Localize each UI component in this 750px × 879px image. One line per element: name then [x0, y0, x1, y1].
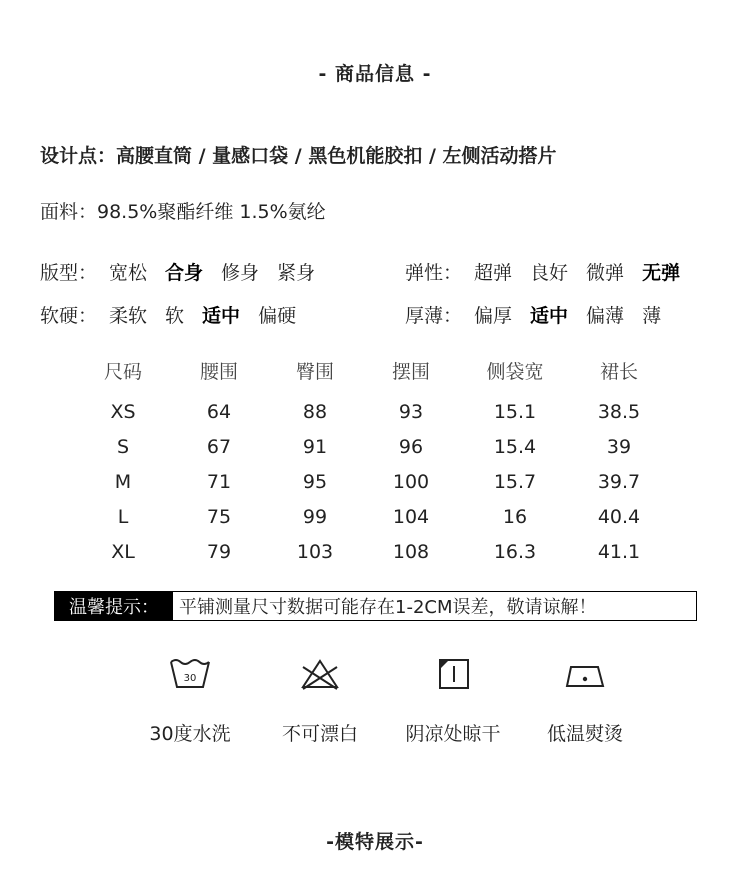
size-table-cell: 40.4 — [597, 505, 641, 528]
size-table-cell: 39 — [606, 435, 632, 458]
size-table-row — [75, 534, 667, 569]
care-shade-dry — [378, 655, 528, 746]
elasticity-label: 弹性： — [405, 262, 463, 284]
size-table-cell: 67 — [206, 435, 232, 458]
shade-dry-icon — [431, 655, 475, 693]
section-title-product-info: - 商品信息 - — [318, 63, 432, 85]
fit-option: 修身 — [221, 262, 260, 284]
tip-label: 温馨提示： — [55, 592, 173, 620]
softness-option: 偏硬 — [258, 305, 297, 327]
size-table-row — [75, 390, 667, 429]
care-label-wash: 30度水洗 — [149, 723, 231, 745]
thickness-option: 偏薄 — [586, 305, 625, 327]
care-label-shade-dry: 阴凉处晾干 — [405, 723, 501, 745]
fit-option-selected: 合身 — [165, 262, 204, 284]
size-table-cell: 93 — [398, 400, 424, 423]
size-table-cell: 71 — [206, 470, 232, 493]
design-points: 设计点：高腰直筒 / 量感口袋 / 黑色机能胶扣 / 左侧活动搭片 — [40, 145, 557, 167]
softness-option-selected: 适中 — [202, 305, 241, 327]
size-table-cell: 15.7 — [493, 470, 537, 493]
thickness-label: 厚薄： — [405, 305, 463, 327]
size-table-cell: 108 — [392, 540, 430, 563]
size-table-cell: 15.1 — [493, 400, 537, 423]
size-table-header-cell: 臀围 — [295, 360, 334, 383]
size-table-cell: 95 — [302, 470, 328, 493]
no-bleach-icon — [298, 655, 342, 693]
tip-text: 平铺测量尺寸数据可能存在1-2CM误差，敬请谅解！ — [179, 597, 597, 618]
low-iron-icon — [563, 655, 607, 693]
size-table — [75, 350, 667, 569]
fit-option: 紧身 — [277, 262, 316, 284]
elasticity-option: 超弹 — [474, 262, 513, 284]
thickness-option: 偏厚 — [474, 305, 513, 327]
size-table-cell: S — [116, 435, 130, 458]
size-table-body — [75, 390, 667, 569]
fabric-composition: 面料：98.5%聚酯纤维 1.5%氨纶 — [40, 201, 326, 223]
size-table-cell: 103 — [296, 540, 334, 563]
thickness-row — [405, 301, 679, 328]
size-table-cell: 64 — [206, 400, 232, 423]
thickness-option: 薄 — [642, 305, 662, 327]
size-table-cell: 104 — [392, 505, 430, 528]
size-table-header-cell: 侧袋宽 — [486, 360, 544, 383]
size-table-cell: 96 — [398, 435, 424, 458]
size-table-row — [75, 499, 667, 534]
size-table-cell: L — [117, 505, 129, 528]
size-table-header-cell: 摆围 — [391, 360, 430, 383]
size-table-cell: 79 — [206, 540, 232, 563]
size-table-header — [75, 350, 667, 390]
softness-option: 软 — [165, 305, 185, 327]
wash-30-icon — [168, 655, 212, 693]
size-table-cell: 39.7 — [597, 470, 641, 493]
size-table-header-cell: 腰围 — [199, 360, 238, 383]
warm-tip — [54, 591, 697, 621]
size-table-cell: 16 — [502, 505, 528, 528]
size-table-row — [75, 429, 667, 464]
softness-label: 软硬： — [40, 305, 98, 327]
care-label-no-bleach: 不可漂白 — [281, 723, 358, 745]
thickness-option-selected: 适中 — [530, 305, 569, 327]
care-low-iron — [510, 655, 660, 746]
size-table-cell: XS — [110, 400, 136, 423]
size-table-cell: M — [114, 470, 132, 493]
care-wash — [115, 655, 265, 746]
size-table-cell: 91 — [302, 435, 328, 458]
size-table-cell: 15.4 — [493, 435, 537, 458]
size-table-cell: 75 — [206, 505, 232, 528]
size-table-cell: XL — [111, 540, 135, 563]
softness-row — [40, 301, 314, 328]
elasticity-option: 微弹 — [586, 262, 625, 284]
wash-temperature-label: 30 — [183, 673, 197, 684]
size-table-cell: 88 — [302, 400, 328, 423]
elasticity-option: 良好 — [530, 262, 569, 284]
elasticity-row — [405, 258, 698, 285]
size-table-cell: 100 — [392, 470, 430, 493]
elasticity-option-selected: 无弹 — [642, 262, 681, 284]
size-table-cell: 41.1 — [597, 540, 641, 563]
size-table-cell: 99 — [302, 505, 328, 528]
fit-row — [40, 258, 333, 285]
care-label-low-iron: 低温熨烫 — [546, 723, 623, 745]
fit-option: 宽松 — [109, 262, 148, 284]
softness-option: 柔软 — [109, 305, 148, 327]
fit-label: 版型： — [40, 262, 98, 284]
size-table-cell: 16.3 — [493, 540, 537, 563]
care-no-bleach — [245, 655, 395, 746]
section-title-model-show: -模特展示- — [326, 831, 424, 853]
size-table-header-cell: 裙长 — [599, 360, 638, 383]
size-table-cell: 38.5 — [597, 400, 641, 423]
size-table-row — [75, 464, 667, 499]
size-table-header-cell: 尺码 — [103, 360, 142, 383]
